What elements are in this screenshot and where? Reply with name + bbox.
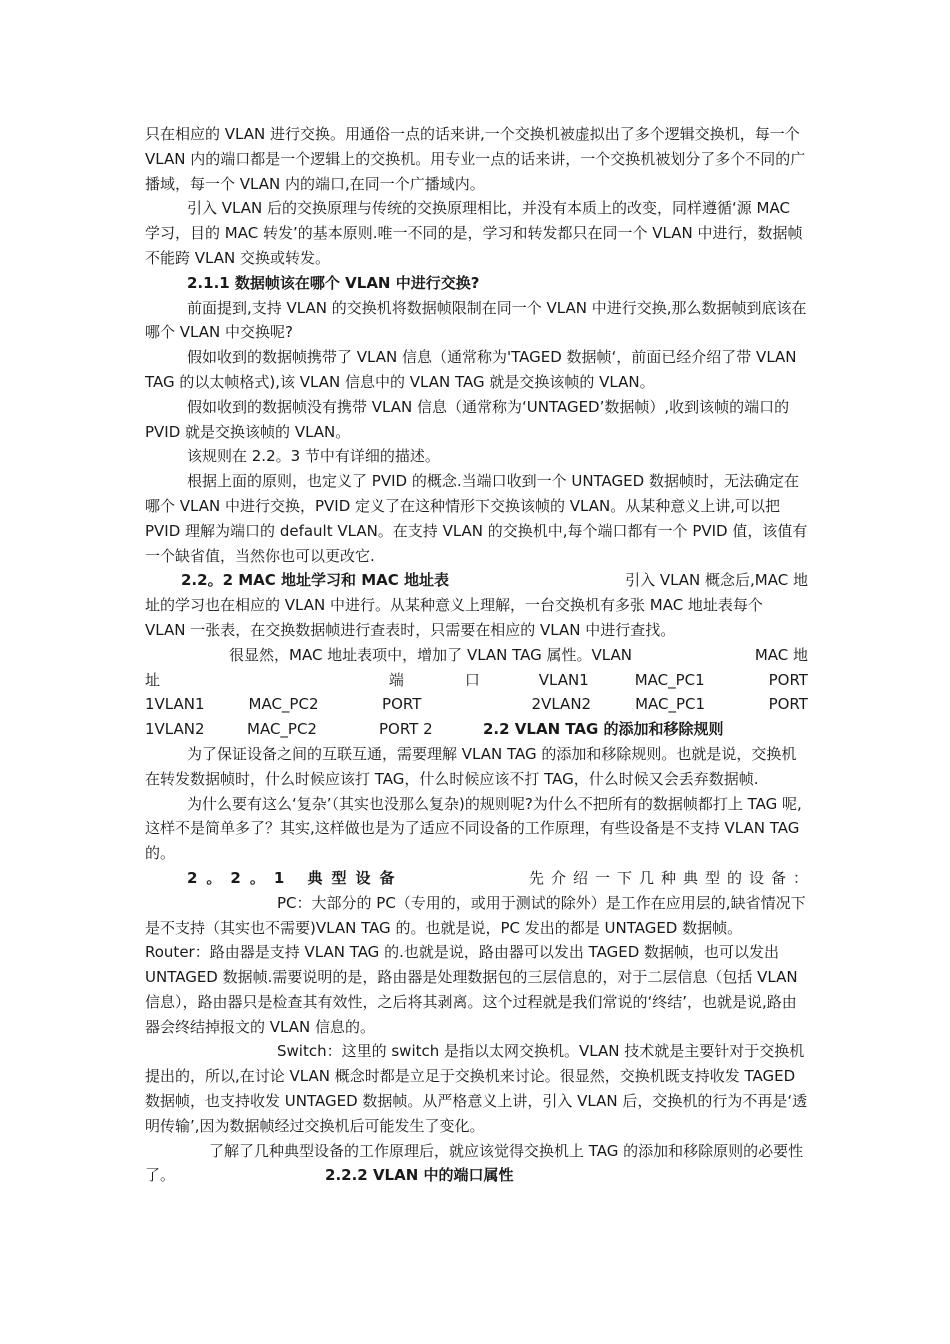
heading-2-2-vlan-tag: 2.2 VLAN TAG 的添加和移除规则 <box>483 720 724 739</box>
paragraph-which-vlan: 前面提到,支持 VLAN 的交换机将数据帧限制在同一个 VLAN 中进行交换,那么数据帧到底该在哪个 VLAN 中交换呢? <box>145 298 807 342</box>
mac-table-intro: 很显然，MAC 地址表项中，增加了 VLAN TAG 属性。VLAN <box>229 645 632 664</box>
document-page <box>145 122 815 1188</box>
heading-2-1-1: 2.1.1 数据帧该在哪个 VLAN 中进行交换? <box>187 273 480 292</box>
mac-table-cell: 址 <box>145 670 161 689</box>
paragraph-tagged-frame: 假如收到的数据帧携带了 VLAN 信息（通常称为'TAGED 数据帧‘，前面已经介绍了带 VLAN TAG 的以太帧格式),该 VLAN 信息中的 VLAN TAG 就是交换该帧的 VLAN。 <box>145 348 797 391</box>
paragraph-pc-device: PC：大部分的 PC（专用的，或用于测试的除外）是工作在应用层的,缺省情况下是不支持（其实也不需要)VLAN TAG 的。也就是说，PC 发出的都是 UNTAGED 数据帧。 <box>145 893 806 937</box>
mac-table-cell: 端 <box>388 670 404 689</box>
mac-table-cell: PORT <box>768 695 808 714</box>
heading-2-2-2-mac-row <box>145 568 808 593</box>
mac-table-cell: VLAN1 <box>538 670 589 689</box>
mac-table-line-1 <box>145 643 808 668</box>
mac-table-cell: MAC_PC2 <box>247 720 317 739</box>
heading-2-2-1-row <box>145 866 815 891</box>
mac-table-cell: MAC_PC1 <box>634 670 705 689</box>
mac-table-cell: 2VLAN2 <box>531 695 592 714</box>
paragraph-untagged-frame: 假如收到的数据帧没有携带 VLAN 信息（通常称为‘UNTAGED’数据帧）,收到该帧的端口的 PVID 就是交换该帧的 VLAN。 <box>145 397 790 441</box>
conclusion-text: 了解了几种典型设备的工作原理后，就应该觉得交换机上 TAG 的添加和移除原则的必要性了。 <box>145 1141 804 1185</box>
mac-table-header-mac: MAC 地 <box>754 645 808 664</box>
heading-2-2-1: 2。2。1 典型设备 <box>187 868 404 887</box>
mac-table-cell: 口 <box>464 670 480 689</box>
paragraph-rule-reference: 该规则在 2.2。3 节中有详细的描述。 <box>187 447 440 466</box>
paragraph-tag-rules: 为了保证设备之间的互联互通，需要理解 VLAN TAG 的添加和移除规则。也就是说，交换机在转发数据帧时，什么时候应该打 TAG，什么时候应该不打 TAG，什么时候又会丢弃数据帧. <box>145 744 797 788</box>
router-text: Router：路由器是支持 VLAN TAG 的.也就是说，路由器可以发出 TAGED 数据帧，也可以发出 UNTAGED 数据帧.需要说明的是，路由器是处理数据包的三层信息的，对于二层信息（包括 VLAN 信息），路由器只是检查其有效性，之后将其剥离。这个过程就是我们常说的‘终结’，也就是说,路由器会终结掉报文的 VLAN 信息的。 <box>145 943 798 1036</box>
mac-table-cell: PORT <box>382 695 422 714</box>
paragraph-router-device <box>145 940 808 1039</box>
mac-table-cell: PORT 2 <box>379 720 433 739</box>
paragraph-why-complex: 为什么要有这么‘复杂’（其实也没那么复杂)的规则呢?为什么不把所有的数据帧都打上 TAG 呢,这样不是简单多了？其实,这样做也是为了适应不同设备的工作原理，有些设备是不支持 VLAN TAG 的。 <box>145 794 802 863</box>
mac-table-cell: MAC_PC2 <box>248 695 319 714</box>
paragraph-conclusion <box>145 1139 808 1189</box>
paragraph-vlan-switching: 只在相应的 VLAN 进行交换。用通俗一点的话来讲,一个交换机被虚拟出了多个逻辑交换机，每一个 VLAN 内的端口都是一个逻辑上的交换机。用专业一点的话来讲，一个交换机被划分了多个不同的广播域，每一个 VLAN 内的端口,在同一个广播域内。 <box>145 125 806 193</box>
paragraph-device-intro: 先介绍一下几种典型的设备： <box>528 868 815 887</box>
mac-table-cell: 1VLAN2 <box>145 720 205 739</box>
mac-table-line-3 <box>145 692 808 717</box>
mac-table-cell: PORT <box>768 670 808 689</box>
paragraph-mac-learning-start: 引入 VLAN 概念后,MAC 地 <box>625 571 808 590</box>
mac-table-cell: MAC_PC1 <box>635 695 706 714</box>
mac-table-cell: 1VLAN1 <box>145 695 205 714</box>
heading-2-2-2-port: 2.2.2 VLAN 中的端口属性 <box>325 1166 514 1185</box>
paragraph-switch-device: Switch：这里的 switch 是指以太网交换机。VLAN 技术就是主要针对于交换机提出的，所以,在讨论 VLAN 概念时都是立足于交换机来讨论。很显然，交换机既支持收发 TAGED 数据帧，也支持收发 UNTAGED 数据帧。从严格意义上讲，引入 VLAN 后，交换机的行为不再是‘透明传输’,因为数据帧经过交换机后可能发生了变化。 <box>145 1042 808 1135</box>
heading-2-2-2-mac: 2.2。2 MAC 地址学习和 MAC 地址表 <box>181 571 449 590</box>
mac-table-line-2 <box>145 668 808 693</box>
paragraph-mac-learning: 址的学习也在相应的 VLAN 中进行。从某种意义上理解，一台交换机有多张 MAC 地址表每个 VLAN 一张表，在交换数据帧进行查表时，只需要在相应的 VLAN 中进行查找。 <box>145 596 763 639</box>
mac-table-line-4 <box>145 717 808 742</box>
paragraph-pvid: 根据上面的原则，也定义了 PVID 的概念.当端口收到一个 UNTAGED 数据帧时，无法确定在哪个 VLAN 中进行交换，PVID 定义了在这种情形下交换该帧的 VLAN。从某种意义上讲,可以把 PVID 理解为端口的 default VLAN。在支持 VLAN 的交换机中,每个端口都有一个 PVID 值，该值有一个缺省值，当然你也可以更改它. <box>145 472 808 565</box>
paragraph-switching-principle: 引入 VLAN 后的交换原理与传统的交换原理相比，并没有本质上的改变，同样遵循‘源 MAC 学习，目的 MAC 转发’的基本原则.唯一不同的是，学习和转发都只在同一个 VLAN 中进行，数据帧不能跨 VLAN 交换或转发。 <box>145 199 803 267</box>
